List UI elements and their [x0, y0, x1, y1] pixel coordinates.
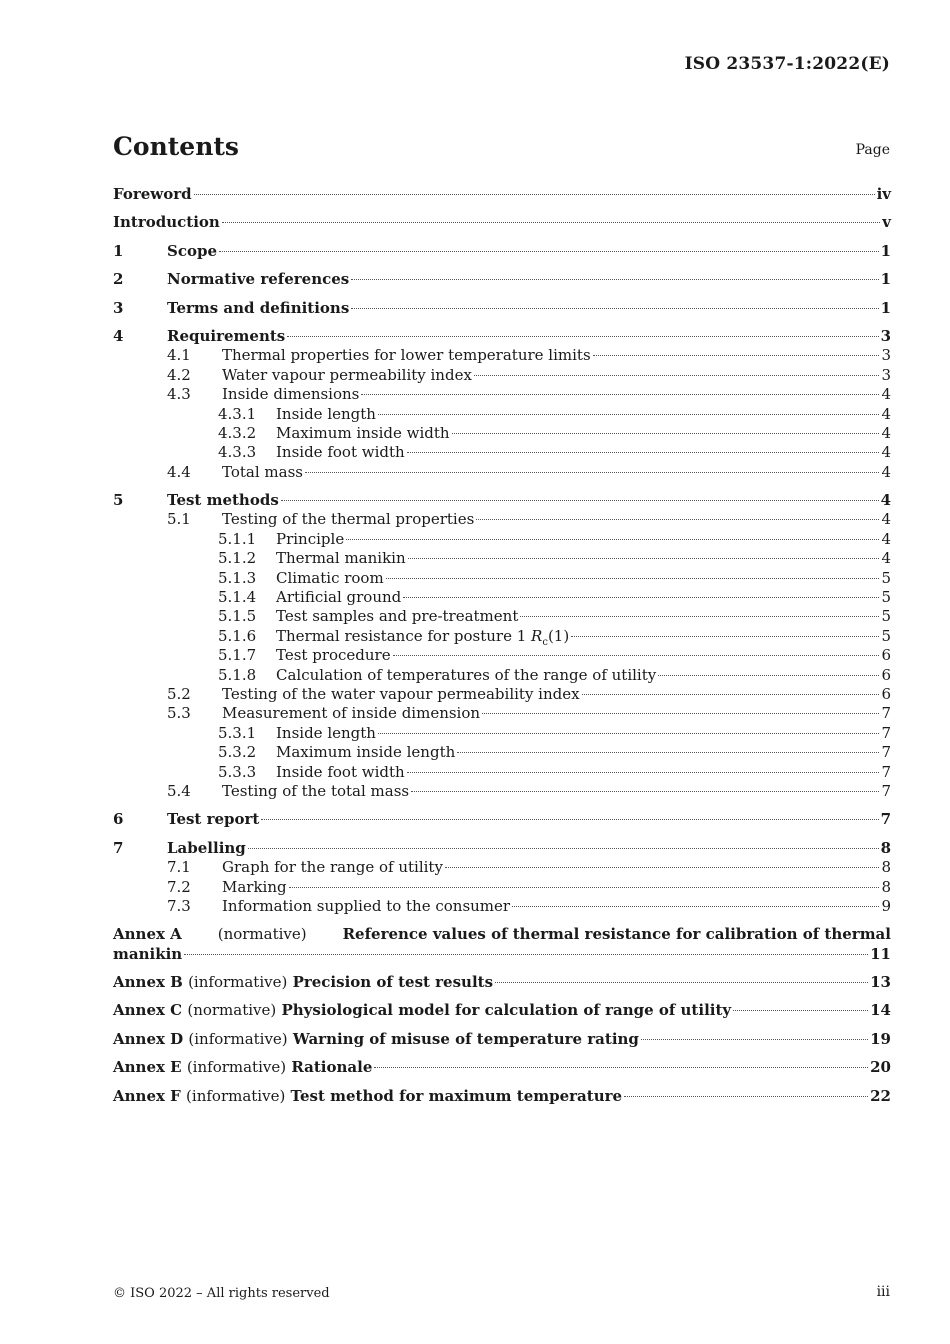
toc-entry-title: Annex B (informative) Precision of test results: [113, 973, 494, 992]
toc-entry-page: 7: [880, 810, 891, 829]
toc-entry-title: Foreword: [113, 185, 192, 203]
dot-leader: [495, 982, 868, 983]
toc-entry-title: Maximum inside length: [276, 743, 456, 762]
toc-entry-2[interactable]: [113, 270, 891, 289]
toc-entry-5-1[interactable]: [113, 510, 891, 529]
toc-entry-number: 5.1: [167, 510, 191, 529]
toc-entry-title: Inside length: [276, 404, 376, 423]
page-number: iii: [876, 1284, 890, 1300]
dot-leader: [411, 791, 879, 792]
dot-leader: [281, 500, 879, 501]
toc-entry-page: 7: [881, 743, 891, 762]
toc-entry-5-2[interactable]: [113, 685, 891, 704]
toc-entry-page: 11: [870, 944, 891, 963]
toc-entry-5-4[interactable]: [113, 782, 891, 801]
toc-entry-title: Normative references: [167, 270, 350, 289]
dot-leader: [582, 694, 880, 695]
toc-entry-title: Calculation of temperatures of the range of utility: [276, 665, 657, 684]
toc-entry-number: 4.3.1: [218, 404, 257, 423]
toc-entry-page: 4: [881, 404, 891, 423]
toc-entry-4[interactable]: [113, 327, 891, 346]
dot-leader: [407, 452, 880, 453]
annex-title-line1: Reference values of thermal resistance for calibration of thermal: [342, 925, 891, 944]
toc-entry-annex-b[interactable]: [113, 973, 891, 992]
dot-leader: [520, 616, 879, 617]
dot-leader: [476, 519, 879, 520]
toc-entry-title: Test samples and pre-treatment: [276, 607, 519, 626]
toc-entry-page: 4: [881, 462, 891, 481]
toc-entry-5-1-3[interactable]: [113, 569, 891, 588]
toc-entry-page: 5: [881, 626, 891, 645]
toc-entry-title: Annex D (informative) Warning of misuse of temperature rating: [113, 1029, 639, 1048]
toc-entry-title: Test report: [167, 810, 260, 829]
dot-leader: [261, 819, 878, 820]
toc-entry-title: Graph for the range of utility: [222, 858, 443, 877]
toc-entry-page: 4: [881, 423, 891, 442]
toc-entry-page: 4: [881, 510, 891, 529]
toc-entry-5-1-4[interactable]: [113, 588, 891, 607]
dot-leader: [512, 906, 879, 907]
toc-entry-title: Annex E (informative) Rationale: [113, 1058, 373, 1077]
toc-entry-7[interactable]: [113, 839, 891, 858]
toc-entry-4-3[interactable]: [113, 385, 891, 404]
toc-entry-title: Test methods: [167, 491, 279, 510]
toc-entry-number: 5.1.5: [218, 607, 257, 626]
toc-entry-number: 4.3: [167, 385, 191, 404]
dot-leader: [386, 578, 880, 579]
toc-entry-title: Thermal properties for lower temperature limits: [222, 346, 591, 365]
toc-entry-number: 5.3.1: [218, 723, 257, 742]
toc-entry-title: Inside dimensions: [222, 385, 360, 404]
toc-entry-page: 4: [881, 549, 891, 568]
toc-entry-number: 5.1.2: [218, 549, 257, 568]
toc-entry-title: Artificial ground: [276, 588, 402, 607]
toc-entry-number: 6: [113, 810, 124, 829]
dot-leader: [287, 336, 878, 337]
dot-leader: [641, 1039, 868, 1040]
dot-leader: [571, 636, 879, 637]
toc-entry-page: 9: [881, 896, 891, 915]
toc-entry-page: 7: [881, 704, 891, 723]
toc-entry-5-3[interactable]: [113, 704, 891, 723]
toc-entry-title: Inside foot width: [276, 443, 405, 462]
dot-leader: [445, 867, 880, 868]
toc-entry-5-3-3[interactable]: [113, 763, 891, 782]
dot-leader: [194, 194, 875, 195]
toc-entry-number: 5.3.3: [218, 762, 257, 781]
toc-entry-page: 5: [881, 588, 891, 607]
toc-entry-4-1[interactable]: [113, 346, 891, 365]
toc-entry-page: 7: [881, 762, 891, 781]
toc-entry-title: Requirements: [167, 326, 286, 345]
toc-entry-page: 4: [881, 443, 891, 462]
toc-entry-title: Measurement of inside dimension: [222, 704, 481, 723]
toc-entry-5-1-1[interactable]: [113, 530, 891, 549]
dot-leader: [305, 472, 879, 473]
dot-leader: [248, 848, 879, 849]
toc-entry-page: 3: [881, 346, 891, 365]
toc-entry-page: 7: [881, 723, 891, 742]
dot-leader: [407, 772, 880, 773]
dot-leader: [593, 355, 880, 356]
toc-entry-5-1-6[interactable]: [113, 627, 891, 646]
toc-entry-4-3-2[interactable]: [113, 424, 891, 443]
dot-leader: [474, 375, 880, 376]
toc-entry-page: 8: [881, 877, 891, 896]
dot-leader: [733, 1010, 868, 1011]
page-title: Contents: [113, 132, 240, 161]
toc-entry-number: 2: [113, 270, 124, 289]
toc-entry-5-3-1[interactable]: [113, 724, 891, 743]
toc-entry-7-3[interactable]: [113, 897, 891, 916]
toc-entry-page: v: [882, 213, 891, 232]
toc-entry-number: 5.1.4: [218, 588, 257, 607]
page-column-label: Page: [855, 142, 890, 158]
toc-entry-number: 5.3: [167, 704, 191, 723]
toc-entry-title: Thermal manikin: [276, 549, 406, 568]
toc-entry-introduction[interactable]: [113, 213, 891, 232]
toc-entry-1[interactable]: [113, 242, 891, 261]
dot-leader: [184, 954, 868, 955]
toc-entry-number: 5: [113, 491, 124, 510]
toc-entry-7-1[interactable]: [113, 858, 891, 877]
toc-entry-title: Total mass: [222, 462, 303, 481]
toc-entry-page: 6: [881, 665, 891, 684]
toc-entry-5-1-8[interactable]: [113, 666, 891, 685]
dot-leader: [378, 414, 879, 415]
annex-type: (normative): [217, 925, 307, 944]
dot-leader: [222, 222, 880, 223]
toc-entry-5-1-5[interactable]: [113, 607, 891, 626]
toc-entry-title: Inside foot width: [276, 762, 405, 781]
toc-entry-foreword[interactable]: [113, 185, 891, 204]
toc-entry-title: Principle: [276, 529, 345, 548]
toc-entry-number: 1: [113, 241, 124, 260]
copyright-notice: © ISO 2022 – All rights reserved: [113, 1286, 330, 1301]
dot-leader: [351, 279, 878, 280]
table-of-contents: [113, 185, 891, 1106]
dot-leader: [624, 1096, 868, 1097]
dot-leader: [289, 887, 880, 888]
toc-entry-page: 8: [881, 858, 891, 877]
toc-entry-page: 4: [880, 491, 891, 510]
toc-entry-title: Annex C (normative) Physiological model for calculation of range of utility: [113, 1001, 732, 1020]
toc-entry-page: 6: [881, 684, 891, 703]
toc-entry-number: 5.4: [167, 781, 191, 800]
toc-entry-number: 4.1: [167, 346, 191, 365]
toc-entry-4-2[interactable]: [113, 366, 891, 385]
toc-entry-number: 5.3.2: [218, 743, 257, 762]
dot-leader: [346, 539, 879, 540]
annex-title-line2: manikin: [113, 944, 183, 963]
toc-entry-number: 5.1.3: [218, 568, 257, 587]
dot-leader: [374, 1067, 868, 1068]
toc-entry-page: 19: [870, 1029, 891, 1048]
toc-entry-number: 7.1: [167, 858, 191, 877]
toc-entry-title: Information supplied to the consumer: [222, 896, 511, 915]
toc-entry-page: iv: [876, 185, 891, 203]
toc-entry-number: 4.2: [167, 365, 191, 384]
toc-entry-4-3-1[interactable]: [113, 405, 891, 424]
toc-entry-number: 4.3.2: [218, 423, 257, 442]
toc-entry-title: Climatic room: [276, 568, 384, 587]
toc-entry-title: Thermal resistance for posture 1 $R_c(1)$: [276, 626, 570, 648]
dot-leader: [658, 675, 879, 676]
toc-entry-4-4[interactable]: [113, 463, 891, 482]
toc-entry-5-3-2[interactable]: [113, 743, 891, 762]
toc-entry-annex-c[interactable]: [113, 1001, 891, 1020]
toc-entry-number: 7.3: [167, 896, 191, 915]
toc-entry-page: 22: [870, 1086, 891, 1105]
toc-entry-title: Testing of the thermal properties: [222, 510, 475, 529]
toc-entry-number: 5.1.8: [218, 665, 257, 684]
dot-leader: [393, 655, 880, 656]
toc-entry-title: Testing of the total mass: [222, 781, 410, 800]
toc-entry-5-1-2[interactable]: [113, 549, 891, 568]
toc-entry-page: 1: [880, 270, 891, 289]
toc-entry-number: 7: [113, 838, 124, 857]
dot-leader: [361, 394, 879, 395]
document-reference: ISO 23537-1:2022(E): [684, 54, 890, 74]
dot-leader: [482, 713, 879, 714]
toc-entry-page: 3: [881, 365, 891, 384]
dot-leader: [378, 733, 879, 734]
toc-entry-number: 7.2: [167, 877, 191, 896]
toc-entry-title: Inside length: [276, 723, 376, 742]
toc-entry-page: 7: [881, 781, 891, 800]
toc-entry-number: 5.1.7: [218, 646, 257, 665]
toc-entry-annex-e[interactable]: [113, 1058, 891, 1077]
toc-entry-page: 5: [881, 568, 891, 587]
toc-entry-title: Annex F (informative) Test method for maximum temperature: [113, 1086, 623, 1105]
toc-entry-page: 20: [870, 1058, 891, 1077]
toc-entry-page: 1: [880, 241, 891, 260]
toc-entry-number: 3: [113, 298, 124, 317]
toc-entry-3[interactable]: [113, 299, 891, 318]
toc-entry-page: 6: [881, 646, 891, 665]
toc-entry-title: Introduction: [113, 213, 220, 232]
toc-entry-page: 14: [870, 1001, 891, 1020]
toc-entry-title: Scope: [167, 241, 218, 260]
toc-entry-number: 5.1.6: [218, 626, 257, 645]
dot-leader: [408, 558, 880, 559]
annex-label: Annex A: [113, 925, 182, 944]
toc-entry-page: 8: [880, 838, 891, 857]
toc-entry-title: Testing of the water vapour permeability index: [222, 684, 580, 703]
toc-entry-title: Water vapour permeability index: [222, 365, 472, 384]
toc-entry-title: Terms and definitions: [167, 298, 350, 317]
toc-entry-page: 1: [880, 298, 891, 317]
toc-entry-page: 4: [881, 529, 891, 548]
toc-entry-annex-d[interactable]: [113, 1030, 891, 1049]
toc-entry-title: Labelling: [167, 838, 246, 857]
dot-leader: [403, 597, 879, 598]
toc-entry-page: 5: [881, 607, 891, 626]
dot-leader: [219, 251, 879, 252]
toc-entry-annex-f[interactable]: [113, 1087, 891, 1106]
toc-entry-annex-a[interactable]: [113, 925, 891, 964]
toc-entry-page: 13: [870, 973, 891, 992]
toc-entry-page: 3: [880, 326, 891, 345]
toc-entry-title: Marking: [222, 877, 287, 896]
toc-entry-4-3-3[interactable]: [113, 443, 891, 462]
toc-entry-page: 4: [881, 385, 891, 404]
dot-leader: [452, 433, 880, 434]
dot-leader: [457, 752, 879, 753]
toc-entry-7-2[interactable]: [113, 878, 891, 897]
toc-entry-number: 4.4: [167, 462, 191, 481]
toc-entry-number: 4: [113, 326, 124, 345]
toc-entry-number: 4.3.3: [218, 443, 257, 462]
toc-entry-5-1-7[interactable]: [113, 646, 891, 665]
toc-entry-number: 5.1.1: [218, 529, 257, 548]
toc-entry-title: Maximum inside width: [276, 423, 450, 442]
toc-entry-5[interactable]: [113, 491, 891, 510]
toc-entry-number: 5.2: [167, 684, 191, 703]
toc-entry-6[interactable]: [113, 810, 891, 829]
dot-leader: [351, 308, 878, 309]
toc-entry-title: Test procedure: [276, 646, 391, 665]
